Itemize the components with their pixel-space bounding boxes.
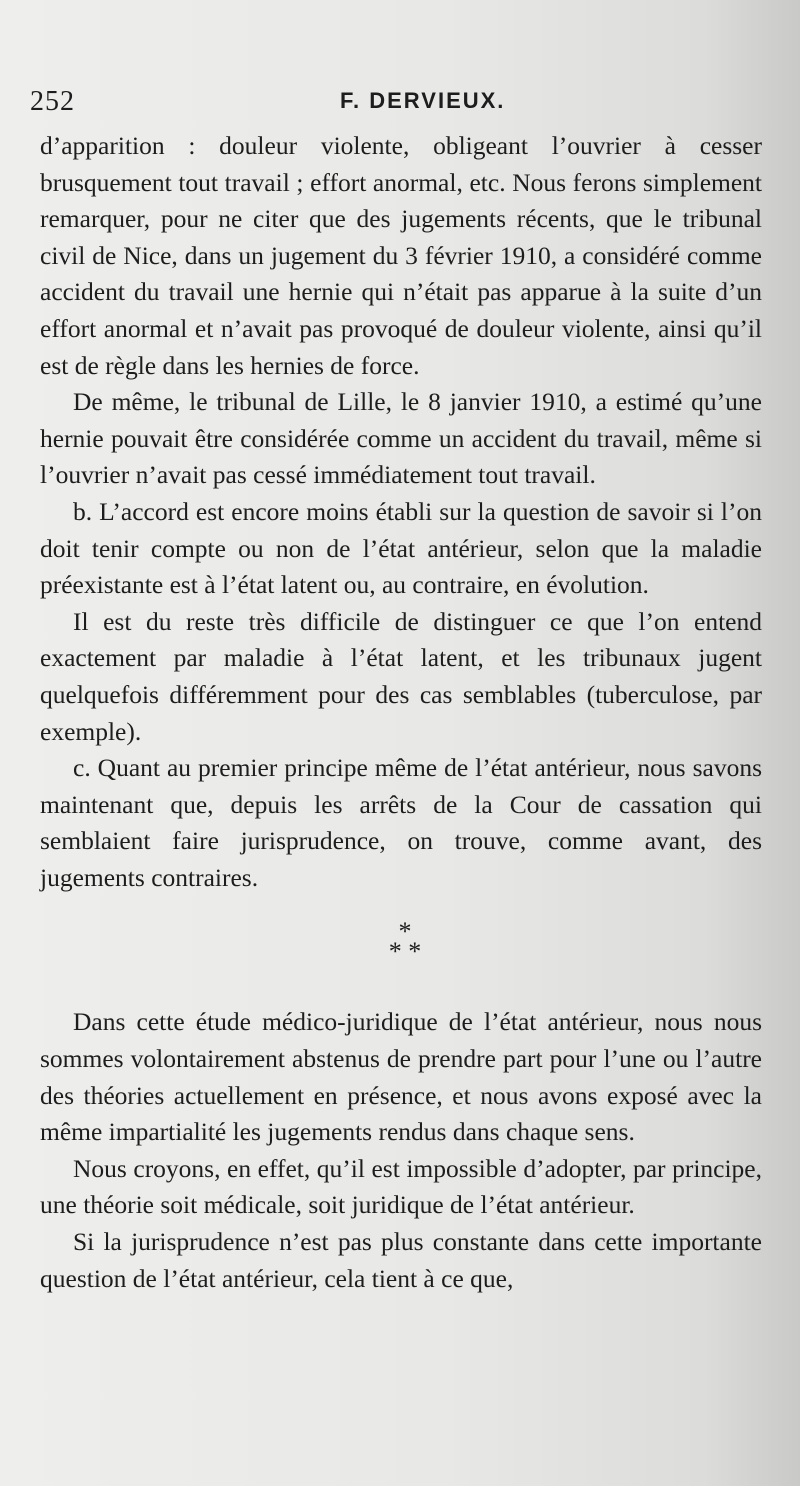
body-text [40,128,762,1297]
section-separator [40,896,762,1004]
paragraph: Il est du reste très difficile de distinguer ce que l’on entend exactement par maladie à l’état latent, et les tribunaux jugent quelquefois différemment pour des cas semblables (tuberculose, par exemple). [40,606,762,746]
paragraph: Nous croyons, en effet, qu’il est impossible d’adopter, par principe, une théorie soit médicale, soit juridique de l’état antérieur. [40,1153,762,1220]
paragraph: b. L’accord est encore moins établi sur la question de savoir si l’on doit tenir compte ou non de l’état antérieur, selon que la maladie préexistante est à l’état latent ou, au contraire, en évolution. [40,496,762,600]
paragraph: d’apparition : douleur violente, obligeant l’ouvrier à cesser brusquement tout travail ; effort anormal, etc. Nous ferons simplement remarquer, pour ne citer que des jugements récents, que le tribunal civil de Nice, dans un jugement du 3 février 1910, a considéré comme accident du travail une hernie qui n’était pas apparue à la suite d’un effort anormal et n’avait pas provoqué de douleur violente, ainsi qu’il est de règle dans les hernies de force. [40,131,762,380]
paragraph: De même, le tribunal de Lille, le 8 janvier 1910, a estimé qu’une hernie pouvait être considérée comme un accident du travail, même si l’ouvrier n’avait pas cessé immédiatement tout travail. [40,387,762,490]
page-header [30,78,770,118]
paragraph: Dans cette étude médico-juridique de l’état antérieur, nous nous sommes volontairement abstenus de prendre part pour l’une ou l’autre des théories actuellement en présence, et nous avons exposé avec la même impartialité les jugements rendus dans chaque sens. [40,1007,762,1147]
running-head: F. DERVIEUX. [340,88,506,113]
paragraph: Si la jurisprudence n’est pas plus constante dans cette importante question de l’état antérieur, cela tient à ce que, [40,1227,762,1293]
page-number: 252 [30,86,75,117]
asterism: * * * [388,917,422,967]
paragraph: c. Quant au premier principe même de l’état antérieur, nous savons maintenant que, depuis les arrêts de la Cour de cassation qui semblaient faire jurisprudence, on trouve, comme avant, des jugements contraires. [40,753,762,892]
